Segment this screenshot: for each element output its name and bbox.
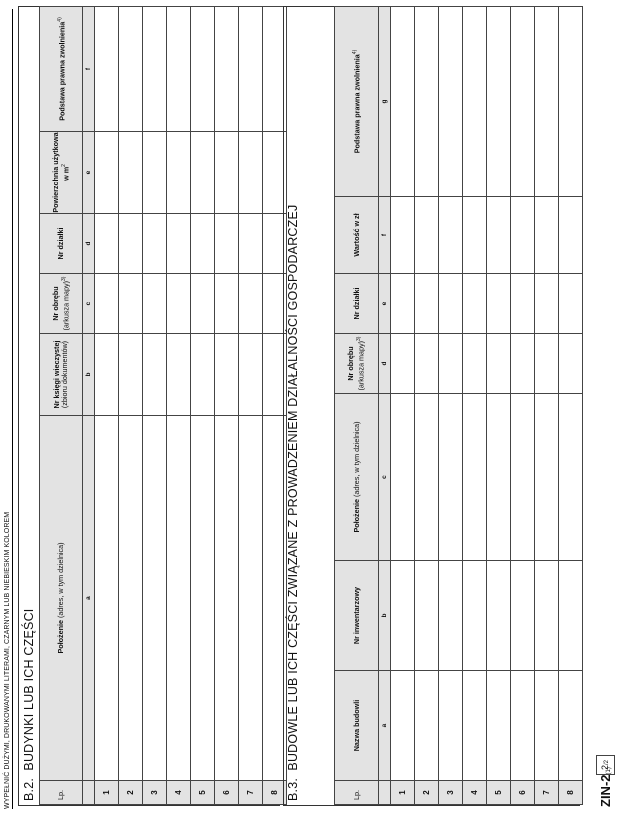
- b3-row-number: 7: [535, 781, 559, 805]
- b2-entry-cell[interactable]: [95, 334, 119, 416]
- b3-entry-cell[interactable]: [463, 671, 487, 781]
- b2-letter: d: [83, 214, 95, 274]
- b2-header-powierzchnia: Powierzchnia użytkowa w $m^2$: [40, 132, 83, 214]
- b3-entry-cell[interactable]: [463, 7, 487, 197]
- b2-entry-cell[interactable]: [95, 132, 119, 214]
- b2-row-number: 4: [167, 781, 191, 805]
- b3-entry-cell[interactable]: [511, 561, 535, 671]
- b3-entry-cell[interactable]: [487, 274, 511, 334]
- b2-entry-cell[interactable]: [167, 132, 191, 214]
- b2-entry-cell[interactable]: [143, 334, 167, 416]
- b2-row: [191, 7, 215, 805]
- b3-entry-cell[interactable]: [463, 561, 487, 671]
- b2-header-lp: Lp.: [40, 781, 83, 805]
- b3-letter: d: [379, 334, 391, 394]
- b3-entry-cell[interactable]: [511, 7, 535, 197]
- b3-row: [391, 7, 415, 805]
- b3-entry-cell[interactable]: [415, 7, 439, 197]
- b3-row-number: 6: [511, 781, 535, 805]
- b2-entry-cell[interactable]: [239, 7, 263, 132]
- b3-row: [463, 7, 487, 805]
- b2-header-podstawa: Podstawa prawna zwolnienia$^{4)}$: [40, 7, 83, 132]
- b2-entry-cell[interactable]: [191, 214, 215, 274]
- b2-row: [215, 7, 239, 805]
- b2-entry-cell[interactable]: [215, 334, 239, 416]
- b2-entry-cell[interactable]: [119, 334, 143, 416]
- b3-entry-cell[interactable]: [535, 671, 559, 781]
- b3-header-inwentarzowy: Nr inwentarzowy: [335, 561, 379, 671]
- b3-entry-cell[interactable]: [487, 394, 511, 561]
- b2-entry-cell[interactable]: [95, 416, 119, 781]
- b2-header-ksiega: Nr księgi wieczystej (zbioru dokumentów): [40, 334, 83, 416]
- b3-entry-cell[interactable]: [439, 197, 463, 274]
- b2-entry-cell[interactable]: [143, 416, 167, 781]
- b3-entry-cell[interactable]: [391, 671, 415, 781]
- b3-letter: g: [379, 7, 391, 197]
- b3-entry-cell[interactable]: [487, 197, 511, 274]
- b2-entry-cell[interactable]: [167, 214, 191, 274]
- b3-entry-cell[interactable]: [415, 394, 439, 561]
- b2-letter: c: [83, 274, 95, 334]
- b3-entry-cell[interactable]: [463, 334, 487, 394]
- b2-entry-cell[interactable]: [215, 274, 239, 334]
- b3-letter: f: [379, 197, 391, 274]
- b2-header-obreb: Nr obrębu (arkusza mapy)$^{3)}$: [40, 274, 83, 334]
- b3-letter: e: [379, 274, 391, 334]
- b3-row-number: 8: [559, 781, 583, 805]
- b2-entry-cell[interactable]: [95, 7, 119, 132]
- b3-entry-cell[interactable]: [559, 394, 583, 561]
- b3-entry-cell[interactable]: [415, 274, 439, 334]
- b3-header-polozenie: Położenie (adres, w tym dzielnica): [335, 394, 379, 561]
- section-b3-name: BUDOWLE LUB ICH CZĘŚCI ZWIĄZANE Z PROWADZENIEM DZIAŁALNOŚCI GOSPODARCZEJ: [286, 204, 300, 771]
- b2-row: [143, 7, 167, 805]
- b3-entry-cell[interactable]: [391, 7, 415, 197]
- b3-entry-cell[interactable]: [439, 671, 463, 781]
- page-number: 2/2: [596, 755, 615, 775]
- b3-letter: a: [379, 671, 391, 781]
- b3-row: [535, 7, 559, 805]
- b2-entry-cell[interactable]: [239, 274, 263, 334]
- b2-entry-cell[interactable]: [191, 334, 215, 416]
- b3-entry-cell[interactable]: [511, 671, 535, 781]
- fill-instruction: WYPEŁNIĆ DUŻYMI, DRUKOWANYMI LITERAMI, CZARNYM LUB NIEBIESKIM KOLOREM: [4, 511, 11, 809]
- b2-row-number: 8: [263, 781, 287, 805]
- b2-entry-cell[interactable]: [191, 416, 215, 781]
- b3-row: [511, 7, 535, 805]
- section-b3-code: B.3.: [286, 777, 300, 801]
- b3-entry-cell[interactable]: [559, 7, 583, 197]
- b2-entry-cell[interactable]: [95, 274, 119, 334]
- b2-entry-cell[interactable]: [215, 7, 239, 132]
- b3-entry-cell[interactable]: [487, 671, 511, 781]
- b3-letter: b: [379, 561, 391, 671]
- b2-entry-cell[interactable]: [143, 132, 167, 214]
- b2-entry-cell[interactable]: [239, 334, 263, 416]
- b2-entry-cell[interactable]: [167, 334, 191, 416]
- b2-entry-cell[interactable]: [167, 274, 191, 334]
- b2-letter: a: [83, 416, 95, 781]
- b2-entry-cell[interactable]: [215, 416, 239, 781]
- b3-entry-cell[interactable]: [487, 7, 511, 197]
- b3-entry-cell[interactable]: [511, 197, 535, 274]
- b3-entry-cell[interactable]: [559, 334, 583, 394]
- b3-entry-cell[interactable]: [535, 7, 559, 197]
- b2-row: [239, 7, 263, 805]
- b3-row-number: 2: [415, 781, 439, 805]
- b3-entry-cell[interactable]: [391, 334, 415, 394]
- section-b2-name: BUDYNKI LUB ICH CZĘŚCI: [22, 608, 36, 771]
- b3-table: [334, 6, 583, 805]
- b3-row-number: 3: [439, 781, 463, 805]
- b3-entry-cell[interactable]: [439, 274, 463, 334]
- b2-row-number: 2: [119, 781, 143, 805]
- b3-entry-cell[interactable]: [415, 197, 439, 274]
- b3-header-dzialki: Nr działki: [335, 274, 379, 334]
- b3-entry-cell[interactable]: [487, 561, 511, 671]
- b3-entry-cell[interactable]: [511, 274, 535, 334]
- b2-letter: e: [83, 132, 95, 214]
- b2-row-number: 1: [95, 781, 119, 805]
- top-rule: [12, 9, 13, 809]
- b2-entry-cell[interactable]: [119, 7, 143, 132]
- b3-entry-cell[interactable]: [559, 561, 583, 671]
- b3-entry-cell[interactable]: [511, 394, 535, 561]
- b2-row: [167, 7, 191, 805]
- b3-entry-cell[interactable]: [415, 671, 439, 781]
- b2-header-dzialki: Nr działki: [40, 214, 83, 274]
- b2-entry-cell[interactable]: [119, 416, 143, 781]
- b2-entry-cell[interactable]: [167, 7, 191, 132]
- b2-row-number: 7: [239, 781, 263, 805]
- b3-row-number: 5: [487, 781, 511, 805]
- b3-entry-cell[interactable]: [463, 394, 487, 561]
- b3-header-lp: Lp.: [335, 781, 379, 805]
- b2-row-number: 6: [215, 781, 239, 805]
- b3-row: [439, 7, 463, 805]
- b2-row-number: 3: [143, 781, 167, 805]
- b3-entry-cell[interactable]: [439, 334, 463, 394]
- b3-entry-cell[interactable]: [559, 197, 583, 274]
- b2-entry-cell[interactable]: [143, 7, 167, 132]
- b2-entry-cell[interactable]: [191, 7, 215, 132]
- b3-row: [487, 7, 511, 805]
- b2-entry-cell[interactable]: [239, 214, 263, 274]
- b2-entry-cell[interactable]: [239, 416, 263, 781]
- b2-entry-cell[interactable]: [215, 132, 239, 214]
- b3-entry-cell[interactable]: [559, 274, 583, 334]
- b3-header-podstawa: Podstawa prawna zwolnienia$^{4)}$: [335, 7, 379, 197]
- b3-entry-cell[interactable]: [391, 394, 415, 561]
- b3-entry-cell[interactable]: [559, 671, 583, 781]
- b3-entry-cell[interactable]: [415, 561, 439, 671]
- b3-header-nazwa: Nazwa budowli: [335, 671, 379, 781]
- b2-entry-cell[interactable]: [119, 214, 143, 274]
- b3-entry-cell[interactable]: [535, 394, 559, 561]
- section-b2: [18, 6, 280, 806]
- b3-entry-cell[interactable]: [391, 561, 415, 671]
- b2-entry-cell[interactable]: [95, 214, 119, 274]
- b2-table: [39, 6, 287, 805]
- section-b2-code: B.2.: [22, 777, 36, 801]
- section-b2-title: [22, 609, 36, 801]
- b2-row: [119, 7, 143, 805]
- b3-row: [559, 7, 583, 805]
- b2-entry-cell[interactable]: [239, 132, 263, 214]
- b3-entry-cell[interactable]: [463, 274, 487, 334]
- b2-entry-cell[interactable]: [215, 214, 239, 274]
- b3-entry-cell[interactable]: [463, 197, 487, 274]
- b3-row: [415, 7, 439, 805]
- b3-entry-cell[interactable]: [535, 334, 559, 394]
- b2-row-number: 5: [191, 781, 215, 805]
- b2-letter: f: [83, 7, 95, 132]
- b2-header-polozenie: Położenie (adres, w tym dzielnica): [40, 416, 83, 781]
- b2-row: [95, 7, 119, 805]
- b3-entry-cell[interactable]: [511, 334, 535, 394]
- b2-entry-cell[interactable]: [119, 274, 143, 334]
- b2-letter: b: [83, 334, 95, 416]
- b2-entry-cell[interactable]: [191, 274, 215, 334]
- b3-entry-cell[interactable]: [439, 561, 463, 671]
- b3-header-obreb: Nr obrębu (arkusza mapy)$^{3)}$: [335, 334, 379, 394]
- b3-entry-cell[interactable]: [535, 561, 559, 671]
- b3-letter: c: [379, 394, 391, 561]
- b3-entry-cell[interactable]: [391, 197, 415, 274]
- b3-entry-cell[interactable]: [391, 274, 415, 334]
- form-code: ZIN-2(1): [598, 767, 613, 807]
- b3-entry-cell[interactable]: [439, 7, 463, 197]
- b3-row-number: 1: [391, 781, 415, 805]
- b2-entry-cell[interactable]: [143, 214, 167, 274]
- b3-header-wartosc: Wartość w zł: [335, 197, 379, 274]
- b3-entry-cell[interactable]: [487, 334, 511, 394]
- section-b3: [283, 6, 580, 806]
- b3-entry-cell[interactable]: [439, 394, 463, 561]
- b3-entry-cell[interactable]: [535, 197, 559, 274]
- b2-entry-cell[interactable]: [191, 132, 215, 214]
- section-b3-title: [286, 205, 300, 802]
- b2-entry-cell[interactable]: [167, 416, 191, 781]
- b3-entry-cell[interactable]: [535, 274, 559, 334]
- b3-row-number: 4: [463, 781, 487, 805]
- b3-entry-cell[interactable]: [415, 334, 439, 394]
- b2-entry-cell[interactable]: [143, 274, 167, 334]
- b2-entry-cell[interactable]: [119, 132, 143, 214]
